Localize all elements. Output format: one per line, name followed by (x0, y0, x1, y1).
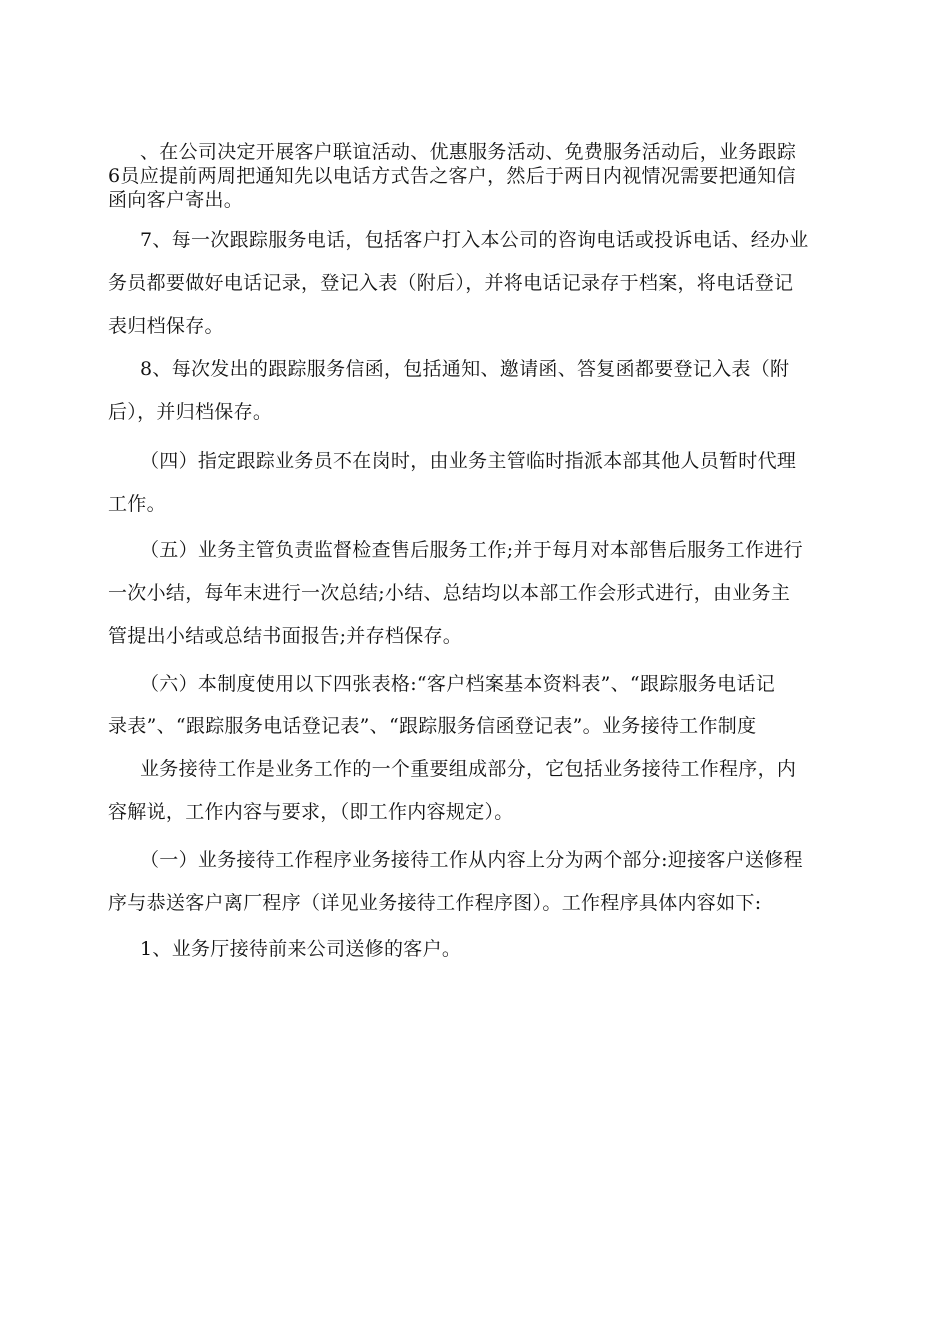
text-line: （四）指定跟踪业务员不在岗时，由业务主管临时指派本部其他人员暂时代理 (140, 450, 797, 472)
text-line: 后），并归档保存。 (108, 401, 273, 423)
text-line: 业务接待工作是业务工作的一个重要组成部分，它包括业务接待工作程序，内 (140, 758, 797, 780)
text-line: 序与恭送客户离厂程序（详见业务接待工作程序图）。工作程序具体内容如下: (108, 892, 762, 914)
text-line: 7、每一次跟踪服务电话，包括客户打入本公司的咨询电话或投诉电话、经办业 (140, 229, 809, 251)
text-line: 、在公司决定开展客户联谊活动、优惠服务活动、免费服务活动后，业务跟踪 (140, 141, 797, 163)
text-line: 录表”、“跟踪服务电话登记表”、“跟踪服务信函登记表”。业务接待工作制度 (108, 715, 757, 737)
text-line: （五）业务主管负责监督检查售后服务工作;并于每月对本部售后服务工作进行 (140, 539, 803, 561)
text-line: 管提出小结或总结书面报告;并存档保存。 (108, 625, 463, 647)
text-line: 容解说，工作内容与要求，（即工作内容规定）。 (108, 801, 514, 823)
text-line: 函向客户寄出。 (108, 189, 244, 211)
text-line: 8、每次发出的跟踪服务信函，包括通知、邀请函、答复函都要登记入表（附 (140, 358, 790, 380)
text-line: （六）本制度使用以下四张表格:“客户档案基本资料表”、“跟踪服务电话记 (140, 673, 776, 695)
text-line: 6员应提前两周把通知先以电话方式告之客户，然后于两日内视情况需要把通知信 (108, 165, 796, 187)
text-line: 一次小结，每年末进行一次总结;小结、总结均以本部工作会形式进行，由业务主 (108, 582, 791, 604)
text-line: 务员都要做好电话记录，登记入表（附后），并将电话记录存于档案，将电话登记 (108, 272, 794, 294)
text-line: 表归档保存。 (108, 315, 224, 337)
text-line: 1、业务厅接待前来公司送修的客户。 (140, 938, 462, 960)
text-line: 工作。 (108, 493, 166, 515)
text-line: （一）业务接待工作程序业务接待工作从内容上分为两个部分:迎接客户送修程 (140, 849, 803, 871)
